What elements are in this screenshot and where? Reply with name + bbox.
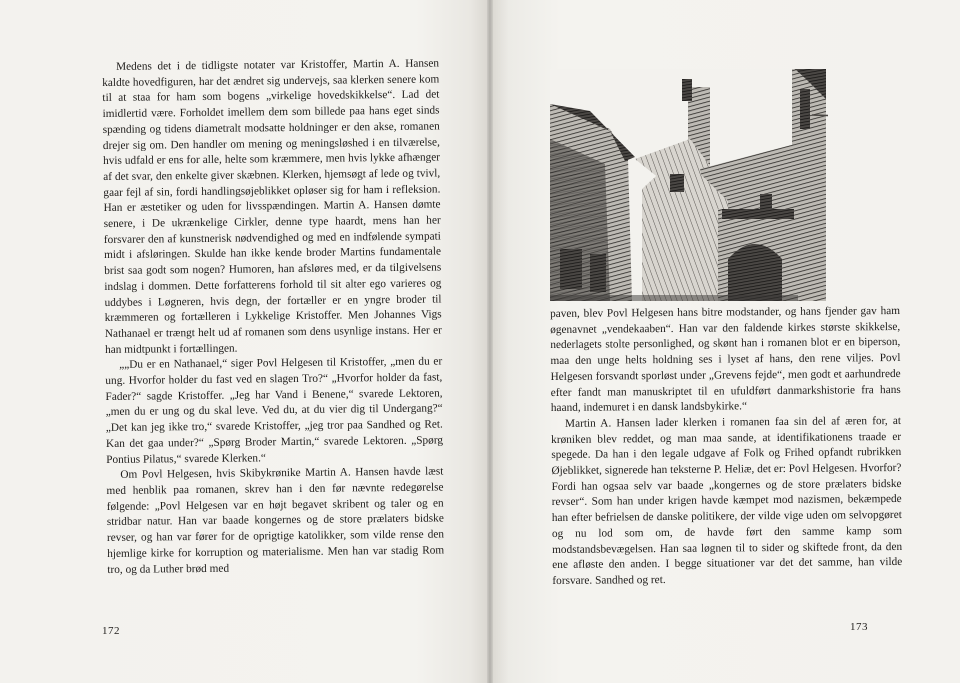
paragraph: „„Du er en Nathanael,“ siger Povl Helgesen til Kristoffer, „men du er ung. Hvorfor holder du fast ved en slagen Tro?“ „Hvorfor holder da fast, Fader?“ sagde Kristoffer. „Jeg har Vand i Benene,“ svarede Lektoren, „men du er ung og du skal leve. Ved du, at du vier dig til Undergang?“ „Det kan jeg ikke tro,“ svarede Kristoffer, „jeg tror paa Sandhed og Ret. Kan det gaa under?“ „Spørg Broder Martin,“ svarede Lektoren. „Spørg Pontius Pilatus,“ svarede Klerken.“ — [105, 355, 444, 466]
paragraph: Om Povl Helgesen, hvis Skibykrønike Martin A. Hansen havde læst med henblik paa romanen, skrev han i den før nævnte redegørelse følgende: „Povl Helgesen var en højt begavet skribent og taler og en stridbar natur. Han var baade kongernes og de store prælaters bidske revser, og han var fører for de oprigtige katolikker, som vilde rense den hjemlige kirke for korruption og materialisme. Men han var stadig Rom tro, og da Luther brød med — [106, 465, 445, 576]
paragraph: Martin A. Hansen lader klerken i romanen faa sin del af æren for, at krøniken blev reddet, og man maa sande, at identifikationens traade er spegede. Da han i den legale udgave af Folk og Frihed opfandt rubrikken Øjeblikket, signerede han teksterne P. Heliæ, det er: Povl Helgesen. Hvorfor? Fordi han ogsaa selv var baade „kongernes og de store prælaters bidske revser“. Som han under krigen havde kæmpet mod nazismen, bekæmpede han efter befrielsen de danske politikere, der vilde vige uden om selvopgøret og nu lod som om, de havde ført den samme kamp som modstandsbevægelsen. Han saa løgnen til to sider og skiftede front, da den ene afløste den anden. I begge situationer var det det samme, han vilde forsvare. Sandhed og ret. — [551, 414, 903, 587]
right-page — [490, 0, 960, 683]
page-number: 172 — [102, 625, 120, 637]
paragraph: paven, blev Povl Helgesen hans bitre modstander, og hans fjender gav ham øgenavnet „vendekaaben“. Han var den faldende kirkes største skikkelse, nederlagets stolte personlighed, og skønt han i romanen blot er en biperson, maa den unge helts holdning ses i lyset af hans, den rene viljes. Povl Helgesen forsvandt sporløst under „Grevens fejde“, men godt et aarhundrede efter fandt man manuskriptet til en ufuldført danmarkshistorie fra hans haand, indemuret i en dansk landsbykirke.“ — [550, 304, 901, 415]
page-number: 173 — [850, 621, 868, 633]
paragraph: Medens det i de tidligste notater var Kristoffer, Martin A. Hansen kaldte hovedfiguren, har det ændret sig undervejs, saa klerken senere kom til at staa for ham som bogens „virkelige hovedskikkelse“. Lad det imidlertid være. Forholdet imellem dem som billede paa hans eget sinds spænding og tidens diametralt modsatte holdninger er den akse, romanen drejer sig om. Den handler om mening og meningsløshed i en tilværelse, hvis udfald er ens for alle, helte som kræmmere, men hvis lykke afhænger af det svar, den enkelte giver skæbnen. Klerken, hjemsøgt af lede og tvivl, gaar fejl af sin, fordi handlingsøjeblikket opløser sig for ham i refleksion. Han er æstetiker og uden for livsspændingen. Martin A. Hansen dømte senere, i De ukrænkelige Cirkler, denne type haardt, mens han her forsvarer den af kunstnerisk nødvendighed og med en indfølende sympati midt i afsløringen. Skulde han ikke kende broder Martins fundamentale brist saa godt som nogen? Humoren, han afsløres med, er da tilgivelsens indslag i dommen. Dette forfatterens forhold til sit alter ego varieres og uddybes i Løgneren, hvis degn, der fortæller er en yngre broder til kræmmeren og fortælleren i Lykkelige Kristoffer. Men Johannes Vigs Nathanael er trængt helt ud af romanen som dens usynlige instans. Her er han midtpunkt i fortællingen. — [102, 57, 442, 356]
book-gutter — [487, 0, 493, 683]
right-page-text — [550, 304, 902, 590]
church-sketch-illustration — [550, 69, 828, 301]
left-page-text — [102, 56, 444, 578]
